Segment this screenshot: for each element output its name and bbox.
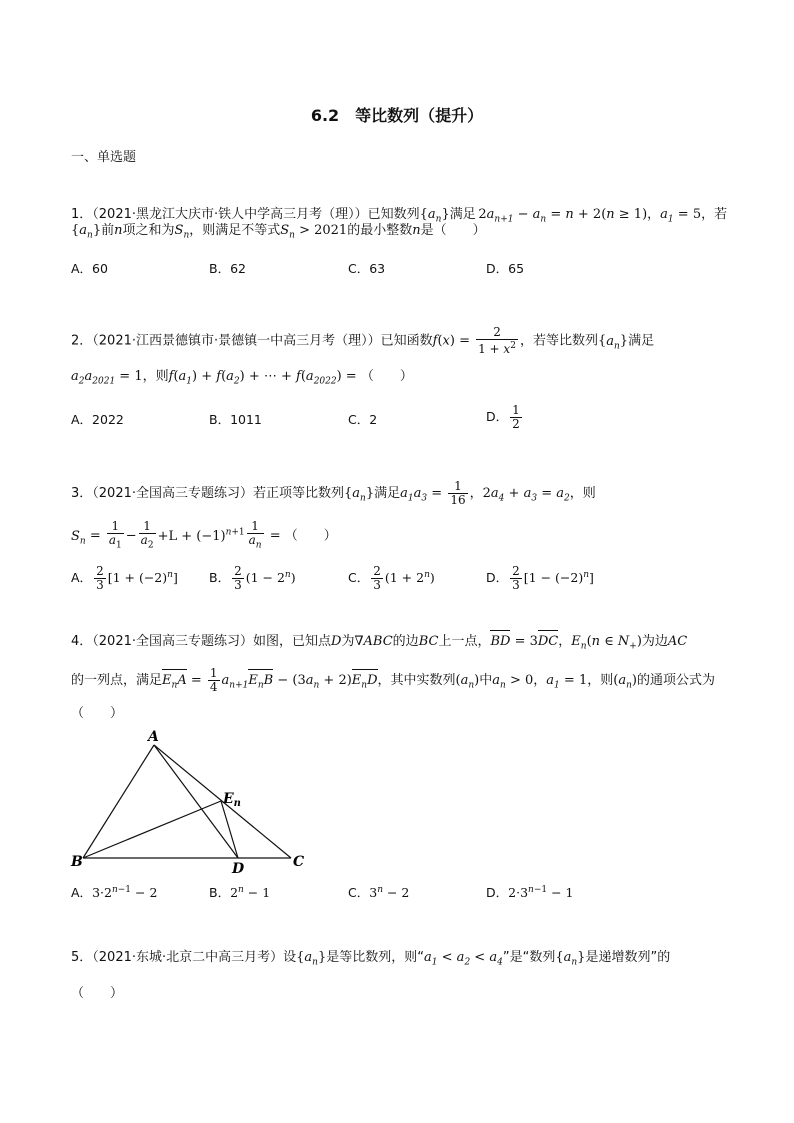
q4-option-c[interactable]: C．$3^n - 2$ bbox=[348, 884, 410, 900]
question-2-line-1: 2．（2021·江西景德镇市·景德镇一中高三月考（理））已知函数f(x) = $\frac{2}{1 + x^2}$ ，若等比数列$\{a_n\}$满足 bbox=[71, 325, 655, 356]
question-3-line-1: 3．（2021·全国高三专题练习）若正项等比数列$\{a_n\}$满足$a_1a_3$ = $\frac{1}{16}$ ，$2a_4 + a_3 = a_2$，则 bbox=[71, 479, 596, 507]
q1-option-d[interactable]: D．65 bbox=[486, 261, 525, 276]
q2-option-d[interactable]: D． $\frac{1}{2}$ bbox=[486, 403, 520, 431]
q3-option-c[interactable]: C． $\frac{2}{3}$ $(1 + 2^n)$ bbox=[348, 564, 435, 592]
q3-option-a[interactable]: A． $\frac{2}{3}$ $[1 + (-2)^n]$ bbox=[71, 564, 178, 592]
q3-option-b[interactable]: B． $\frac{2}{3}$ $(1 - 2^n)$ bbox=[209, 564, 296, 592]
page-title: 6.2 等比数列（提升） bbox=[310, 106, 484, 125]
q2-option-c[interactable]: C．2 bbox=[348, 412, 378, 427]
segment-be bbox=[83, 801, 221, 858]
label-d: D bbox=[232, 861, 245, 875]
q2-option-b[interactable]: B．1011 bbox=[209, 412, 262, 427]
label-b: B bbox=[71, 854, 83, 870]
question-3-line-2: $S_n$ = $\frac{1}{a_1}$ − $\frac{1}{a_2}$ $+L + (-1)^{n+1}$ $\frac{1}{a_n}$ = （ ） bbox=[71, 519, 337, 551]
question-1-line-1: 1．（2021·黑龙江大庆市·铁人中学高三月考（理））已知数列$\{a_n\}$满足 $2a_{n+1} - a_n = n + 2(n \ge 1)$，$a_1 = 5$，若 bbox=[71, 207, 728, 225]
q1-option-a[interactable]: A．60 bbox=[71, 261, 108, 276]
q2-option-a[interactable]: A．2022 bbox=[71, 412, 124, 427]
question-4-line-2: 的一列点，满足$E_nA$ = $\frac{1}{4}$ $a_{n+1}E_nB - (3a_n + 2)E_nD$，其中实数列$(a_n)$中$a_n > 0$，$a_1 = 1$，则$(a_n)$的通项公式为 bbox=[71, 666, 715, 694]
label-a: A bbox=[148, 729, 159, 745]
triangle-figure bbox=[60, 725, 320, 875]
q4-option-a[interactable]: A．$3\cdot 2^{n-1} - 2$ bbox=[71, 884, 158, 900]
question-4-line-3: （ ） bbox=[71, 706, 124, 721]
q4-option-d[interactable]: D．$2\cdot 3^{n-1} - 1$ bbox=[486, 884, 574, 900]
question-5-line-1: 5．（2021·东城·北京二中高三月考）设$\{a_n\}$是等比数列，则“$a_1 < a_2 < a_4$”是“数列$\{a_n\}$是递增数列”的 bbox=[71, 950, 671, 968]
edge-ab bbox=[83, 745, 154, 858]
question-5-line-2: （ ） bbox=[71, 986, 124, 1001]
label-en: $E_n$ bbox=[223, 791, 241, 809]
q3-option-d[interactable]: D． $\frac{2}{3}$ $[1 - (-2)^n]$ bbox=[486, 564, 594, 592]
question-1-line-2: $\{a_n\}$前n项之和为$S_n$，则满足不等式$S_n > 2021$的最小整数n是（ ） bbox=[71, 223, 486, 241]
question-4-line-1: 4．（2021·全国高三专题练习）如图，已知点D为∇ABC的边BC上一点，BD = 3DC，$E_n(n$ ∈ $N_+$)为边AC bbox=[71, 634, 688, 652]
section-heading: 一、单选题 bbox=[71, 150, 137, 165]
question-2-line-2: $a_2a_{2021} = 1$，则$f(a_1) + f(a_2)$ + ⋯ + $f(a_{2022})$ = （ ） bbox=[71, 369, 413, 387]
q4-option-b[interactable]: B．$2^n - 1$ bbox=[209, 884, 271, 900]
segment-ed bbox=[221, 801, 238, 858]
q1-option-c[interactable]: C．63 bbox=[348, 261, 386, 276]
q1-option-b[interactable]: B．62 bbox=[209, 261, 246, 276]
label-c: C bbox=[293, 854, 305, 870]
